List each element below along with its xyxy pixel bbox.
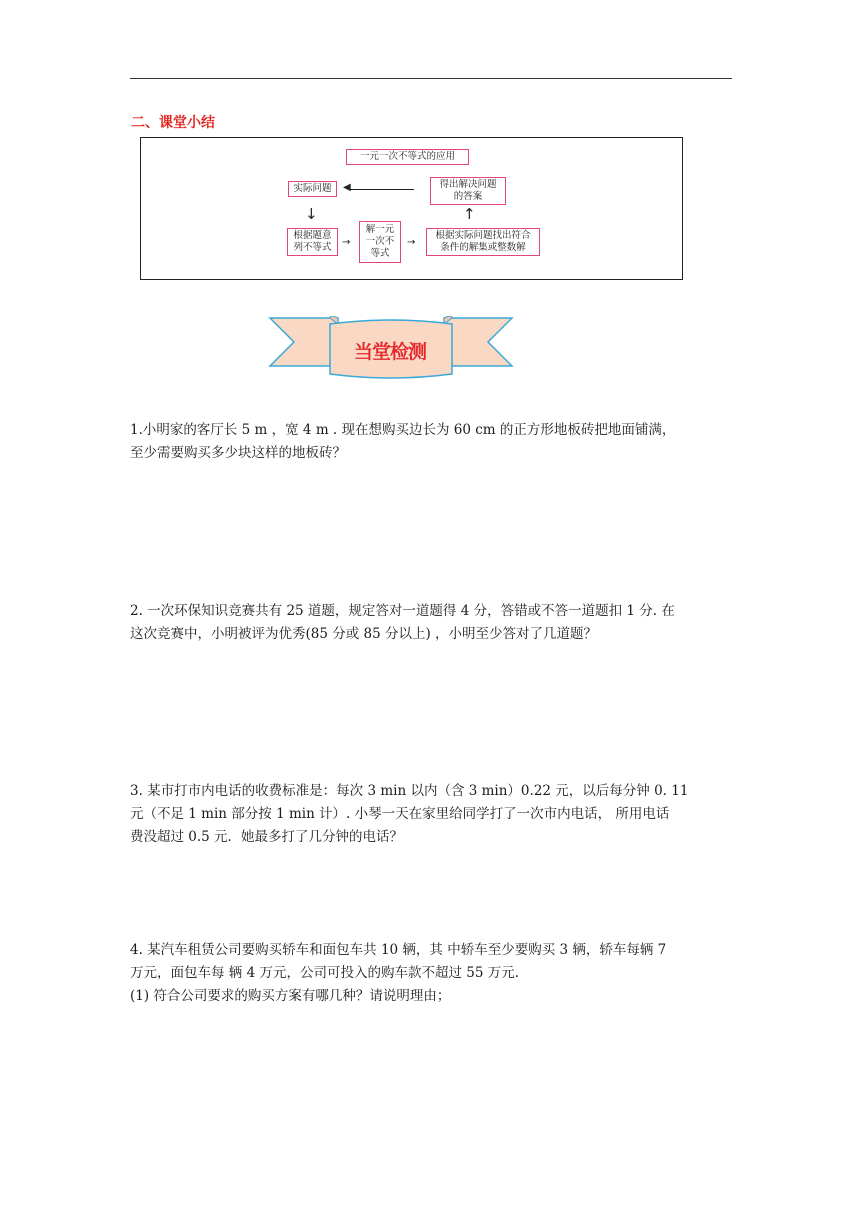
banner-right-tail — [444, 318, 512, 366]
question-2 — [130, 600, 732, 646]
question-1-line-2: 至少需要购买多少块这样的地板砖？ — [130, 445, 346, 461]
question-4-line-1: 4. 某汽车租赁公司要购买轿车和面包车共 10 辆，其 中轿车至少要购买 3 辆，轿车每辆 7 — [130, 942, 667, 958]
arrow-up-icon: ↑ — [463, 205, 476, 223]
find-solution-line-2: 条件的解集或整数解 — [440, 242, 526, 253]
solve-line-1: 解一元 — [365, 224, 395, 235]
top-rule — [130, 78, 732, 79]
list-inequality-line-1: 根据题意 — [293, 230, 332, 241]
question-1-line-1: 1.小明家的客厅长 5 m ，宽 4 m . 现在想购买边长为 60 cm 的正方形地板砖把地面铺满， — [130, 422, 676, 438]
question-2-line-1: 2. 一次环保知识竞赛共有 25 道题，规定答对一道题得 4 分，答错或不答一道题扣 1 分. 在 — [130, 603, 675, 619]
question-3-line-2: 元（不足 1 min 部分按 1 min 计）. 小琴一天在家里给同学打了一次市内电话， 所用电话 — [130, 806, 670, 822]
answer-line-1: 得出解决问题 — [439, 179, 497, 190]
list-inequality-line-2: 列不等式 — [293, 242, 332, 253]
answer-line-2: 的答案 — [453, 191, 483, 202]
question-3 — [130, 780, 732, 849]
question-4-line-3: (1) 符合公司要求的购买方案有哪几种？请说明理由； — [130, 988, 451, 1004]
arrow-answer-to-problem — [348, 189, 414, 190]
question-1 — [130, 419, 732, 465]
section-heading: 二、课堂小结 — [131, 115, 215, 131]
question-3-line-3: 费没超过 0.5 元．她最多打了几分钟的电话？ — [130, 829, 404, 845]
arrow-down-icon: ↓ — [305, 205, 318, 223]
question-4-line-2: 万元，面包车每 辆 4 万元，公司可投入的购车款不超过 55 万元. — [130, 965, 520, 981]
banner-left-tail — [270, 318, 338, 366]
question-2-line-2: 这次竞赛中，小明被评为优秀(85 分或 85 分以上) ，小明至少答对了几道题？ — [130, 626, 598, 642]
real-problem-label: 实际问题 — [293, 183, 332, 194]
arrow-right-icon-2: → — [407, 237, 416, 248]
banner-label: 当堂检测 — [353, 341, 426, 363]
answer-box — [430, 177, 506, 205]
find-solution-box — [426, 228, 540, 256]
question-3-line-1: 3. 某市打市内电话的收费标准是：每次 3 min 以内（含 3 min）0.22 元，以后每分钟 0. 11 — [130, 783, 689, 799]
question-4 — [130, 939, 732, 1008]
list-inequality-box — [287, 228, 338, 256]
diagram-title: 一元一次不等式的应用 — [359, 151, 455, 162]
diagram-title-box — [346, 149, 469, 165]
solve-line-2: 一次不 — [365, 236, 395, 247]
solve-line-3: 等式 — [370, 248, 390, 259]
arrow-right-icon-1: → — [342, 237, 351, 248]
summary-diagram — [140, 137, 683, 280]
solve-box — [359, 221, 401, 263]
arrow-left-head-icon: ◀ — [343, 182, 351, 193]
real-problem-box — [288, 181, 337, 197]
find-solution-line-1: 根据实际问题找出符合 — [435, 230, 531, 241]
